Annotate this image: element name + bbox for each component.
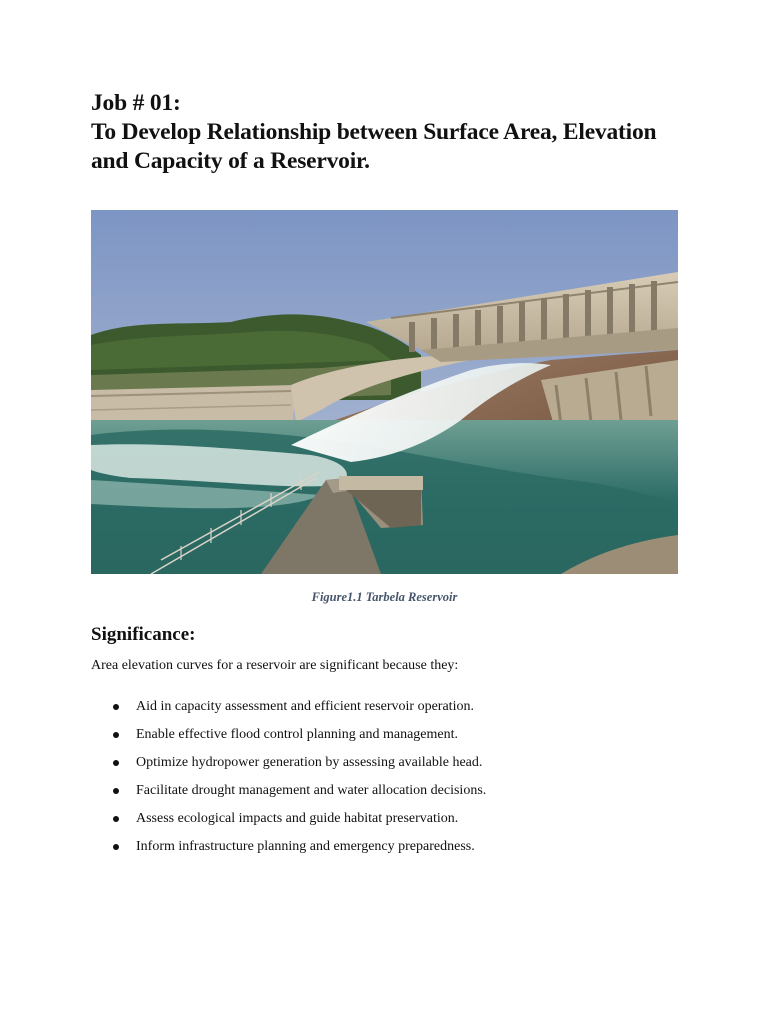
list-item xyxy=(91,754,486,782)
list-item-text: Aid in capacity assessment and efficient reservoir operation. xyxy=(136,699,474,714)
document-title xyxy=(91,89,731,176)
bullet-dot-icon xyxy=(113,704,119,710)
list-item-text: Facilitate drought management and water allocation decisions. xyxy=(136,783,487,798)
title-line-1: Job # 01: xyxy=(91,90,181,116)
list-item-text: Enable effective flood control planning and management. xyxy=(136,727,459,742)
title-line-2: To Develop Relationship between Surface Area, Elevation xyxy=(91,119,657,145)
title-line-3: and Capacity of a Reservoir. xyxy=(91,148,370,174)
reservoir-photo xyxy=(91,210,678,574)
list-item xyxy=(91,838,486,866)
bullet-dot-icon xyxy=(113,816,119,822)
section-heading-significance: Significance: xyxy=(91,624,196,645)
bullet-dot-icon xyxy=(113,788,119,794)
list-item-text: Inform infrastructure planning and emergency preparedness. xyxy=(136,839,475,854)
bullet-dot-icon xyxy=(113,760,119,766)
intro-paragraph: Area elevation curves for a reservoir are significant because they: xyxy=(91,658,459,673)
list-item xyxy=(91,782,486,810)
list-item-text: Optimize hydropower generation by assessing available head. xyxy=(136,755,483,770)
list-item-text: Assess ecological impacts and guide habitat preservation. xyxy=(136,811,459,826)
bullet-dot-icon xyxy=(113,844,119,850)
figure-caption: Figure1.1 Tarbela Reservoir xyxy=(311,590,458,604)
bullet-dot-icon xyxy=(113,732,119,738)
list-item xyxy=(91,726,486,754)
list-item xyxy=(91,698,486,726)
significance-bullet-list xyxy=(91,698,486,866)
list-item xyxy=(91,810,486,838)
